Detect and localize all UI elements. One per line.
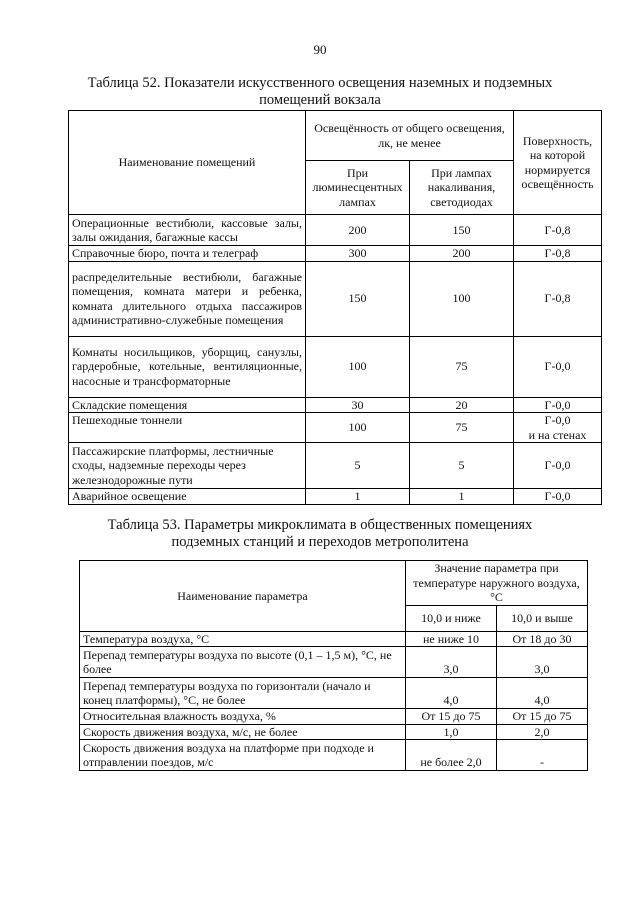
- low-temp-value: 4,0: [406, 678, 497, 709]
- table-52: [68, 110, 602, 505]
- high-temp-value: От 15 до 75: [497, 709, 588, 725]
- incandescent-value: 100: [410, 261, 514, 336]
- incandescent-value: 1: [410, 489, 514, 505]
- table-row: [69, 413, 602, 443]
- low-temp-value: От 15 до 75: [406, 709, 497, 725]
- parameter-name-cell: Относительная влажность воздуха, %: [80, 709, 406, 725]
- surface-value: Г-0,8: [514, 215, 602, 246]
- table-row: [80, 647, 588, 678]
- fluorescent-value: 100: [306, 336, 410, 397]
- parameter-name-cell: Перепад температуры воздуха по горизонтали (начало и конец платформы), °С, не более: [80, 678, 406, 709]
- room-name-cell: Комнаты носильщиков, уборщиц, санузлы, гардеробные, котельные, вентиляционные, насосные и трансформаторные: [69, 336, 306, 397]
- room-name-cell: Операционные вестибюли, кассовые залы, залы ожидания, багажные кассы: [69, 215, 306, 246]
- table-row: [80, 740, 588, 771]
- fluorescent-value: 30: [306, 397, 410, 413]
- table-52-caption: [0, 75, 640, 109]
- header-illuminance: Освещённость от общего освещения, лк, не менее: [306, 111, 514, 161]
- low-temp-value: 1,0: [406, 724, 497, 740]
- low-temp-value: 3,0: [406, 647, 497, 678]
- surface-value: Г-0,8: [514, 246, 602, 262]
- table-52-header-row: [69, 111, 602, 161]
- table-row: [69, 246, 602, 262]
- table-52-caption-line-2: помещений вокзала: [259, 92, 381, 108]
- table-53-caption-line-2: подземных станций и переходов метрополитена: [171, 534, 469, 550]
- table-53-header-row: [80, 561, 588, 606]
- incandescent-value: 200: [410, 246, 514, 262]
- table-row: [69, 336, 602, 397]
- header-incandescent: При лампах накаливания, светодиодах: [410, 161, 514, 215]
- table-row: [69, 261, 602, 336]
- table-53-caption: [0, 517, 640, 551]
- room-name-cell: Пассажирские платформы, лестничные сходы, надземные переходы через железнодорожные пути: [69, 443, 306, 489]
- incandescent-value: 75: [410, 336, 514, 397]
- room-name-cell: Пешеходные тоннели: [69, 413, 306, 443]
- table-row: [69, 489, 602, 505]
- parameter-name-cell: Скорость движения воздуха, м/с, не более: [80, 724, 406, 740]
- incandescent-value: 75: [410, 413, 514, 443]
- table-52-caption-line-1: Таблица 52. Показатели искусственного освещения наземных и подземных: [87, 75, 553, 91]
- fluorescent-value: 200: [306, 215, 410, 246]
- surface-value: Г-0,0: [544, 413, 571, 427]
- room-name-cell: Справочные бюро, почта и телеграф: [69, 246, 306, 262]
- room-name-cell: распределительные вестибюли, багажные помещения, комната матери и ребенка, комната длительного отдыха пассажиров административно-служебные помещения: [69, 261, 306, 336]
- incandescent-value: 5: [410, 443, 514, 489]
- table-row: [69, 215, 602, 246]
- surface-value-cell: [514, 413, 602, 443]
- surface-value-extra: и на стенах: [528, 427, 587, 442]
- fluorescent-value: 300: [306, 246, 410, 262]
- high-temp-value: -: [497, 740, 588, 771]
- incandescent-value: 150: [410, 215, 514, 246]
- room-name-cell: Складские помещения: [69, 397, 306, 413]
- incandescent-value: 20: [410, 397, 514, 413]
- fluorescent-value: 5: [306, 443, 410, 489]
- surface-value: Г-0,0: [514, 489, 602, 505]
- high-temp-value: 3,0: [497, 647, 588, 678]
- fluorescent-value: 1: [306, 489, 410, 505]
- header-fluorescent: При люминесцентных лампах: [306, 161, 410, 215]
- surface-value: Г-0,8: [514, 261, 602, 336]
- header-high-temp: 10,0 и выше: [497, 605, 588, 631]
- high-temp-value: От 18 до 30: [497, 631, 588, 647]
- surface-value: Г-0,0: [514, 443, 602, 489]
- table-row: [80, 631, 588, 647]
- table-row: [80, 724, 588, 740]
- high-temp-value: 2,0: [497, 724, 588, 740]
- header-low-temp: 10,0 и ниже: [406, 605, 497, 631]
- table-row: [80, 678, 588, 709]
- header-parameter-value: Значение параметра при температуре наружного воздуха, °С: [406, 561, 588, 606]
- table-53-caption-line-1: Таблица 53. Параметры микроклимата в общественных помещениях: [107, 517, 533, 533]
- parameter-name-cell: Температура воздуха, °С: [80, 631, 406, 647]
- surface-value: Г-0,0: [514, 336, 602, 397]
- page-number: 90: [313, 42, 327, 57]
- parameter-name-cell: Перепад температуры воздуха по высоте (0,1 – 1,5 м), °С, не более: [80, 647, 406, 678]
- low-temp-value: не более 2,0: [406, 740, 497, 771]
- table-53: [79, 560, 588, 771]
- high-temp-value: 4,0: [497, 678, 588, 709]
- table-row: [69, 397, 602, 413]
- table-row: [69, 443, 602, 489]
- table-row: [80, 709, 588, 725]
- room-name-cell: Аварийное освещение: [69, 489, 306, 505]
- surface-value: Г-0,0: [514, 397, 602, 413]
- header-parameter-name: Наименование параметра: [80, 561, 406, 632]
- header-surface: Поверхность, на которой нормируется освещённость: [514, 111, 602, 215]
- fluorescent-value: 150: [306, 261, 410, 336]
- parameter-name-cell: Скорость движения воздуха на платформе при подходе и отправлении поездов, м/с: [80, 740, 406, 771]
- fluorescent-value: 100: [306, 413, 410, 443]
- header-room-name: Наименование помещений: [69, 111, 306, 215]
- low-temp-value: не ниже 10: [406, 631, 497, 647]
